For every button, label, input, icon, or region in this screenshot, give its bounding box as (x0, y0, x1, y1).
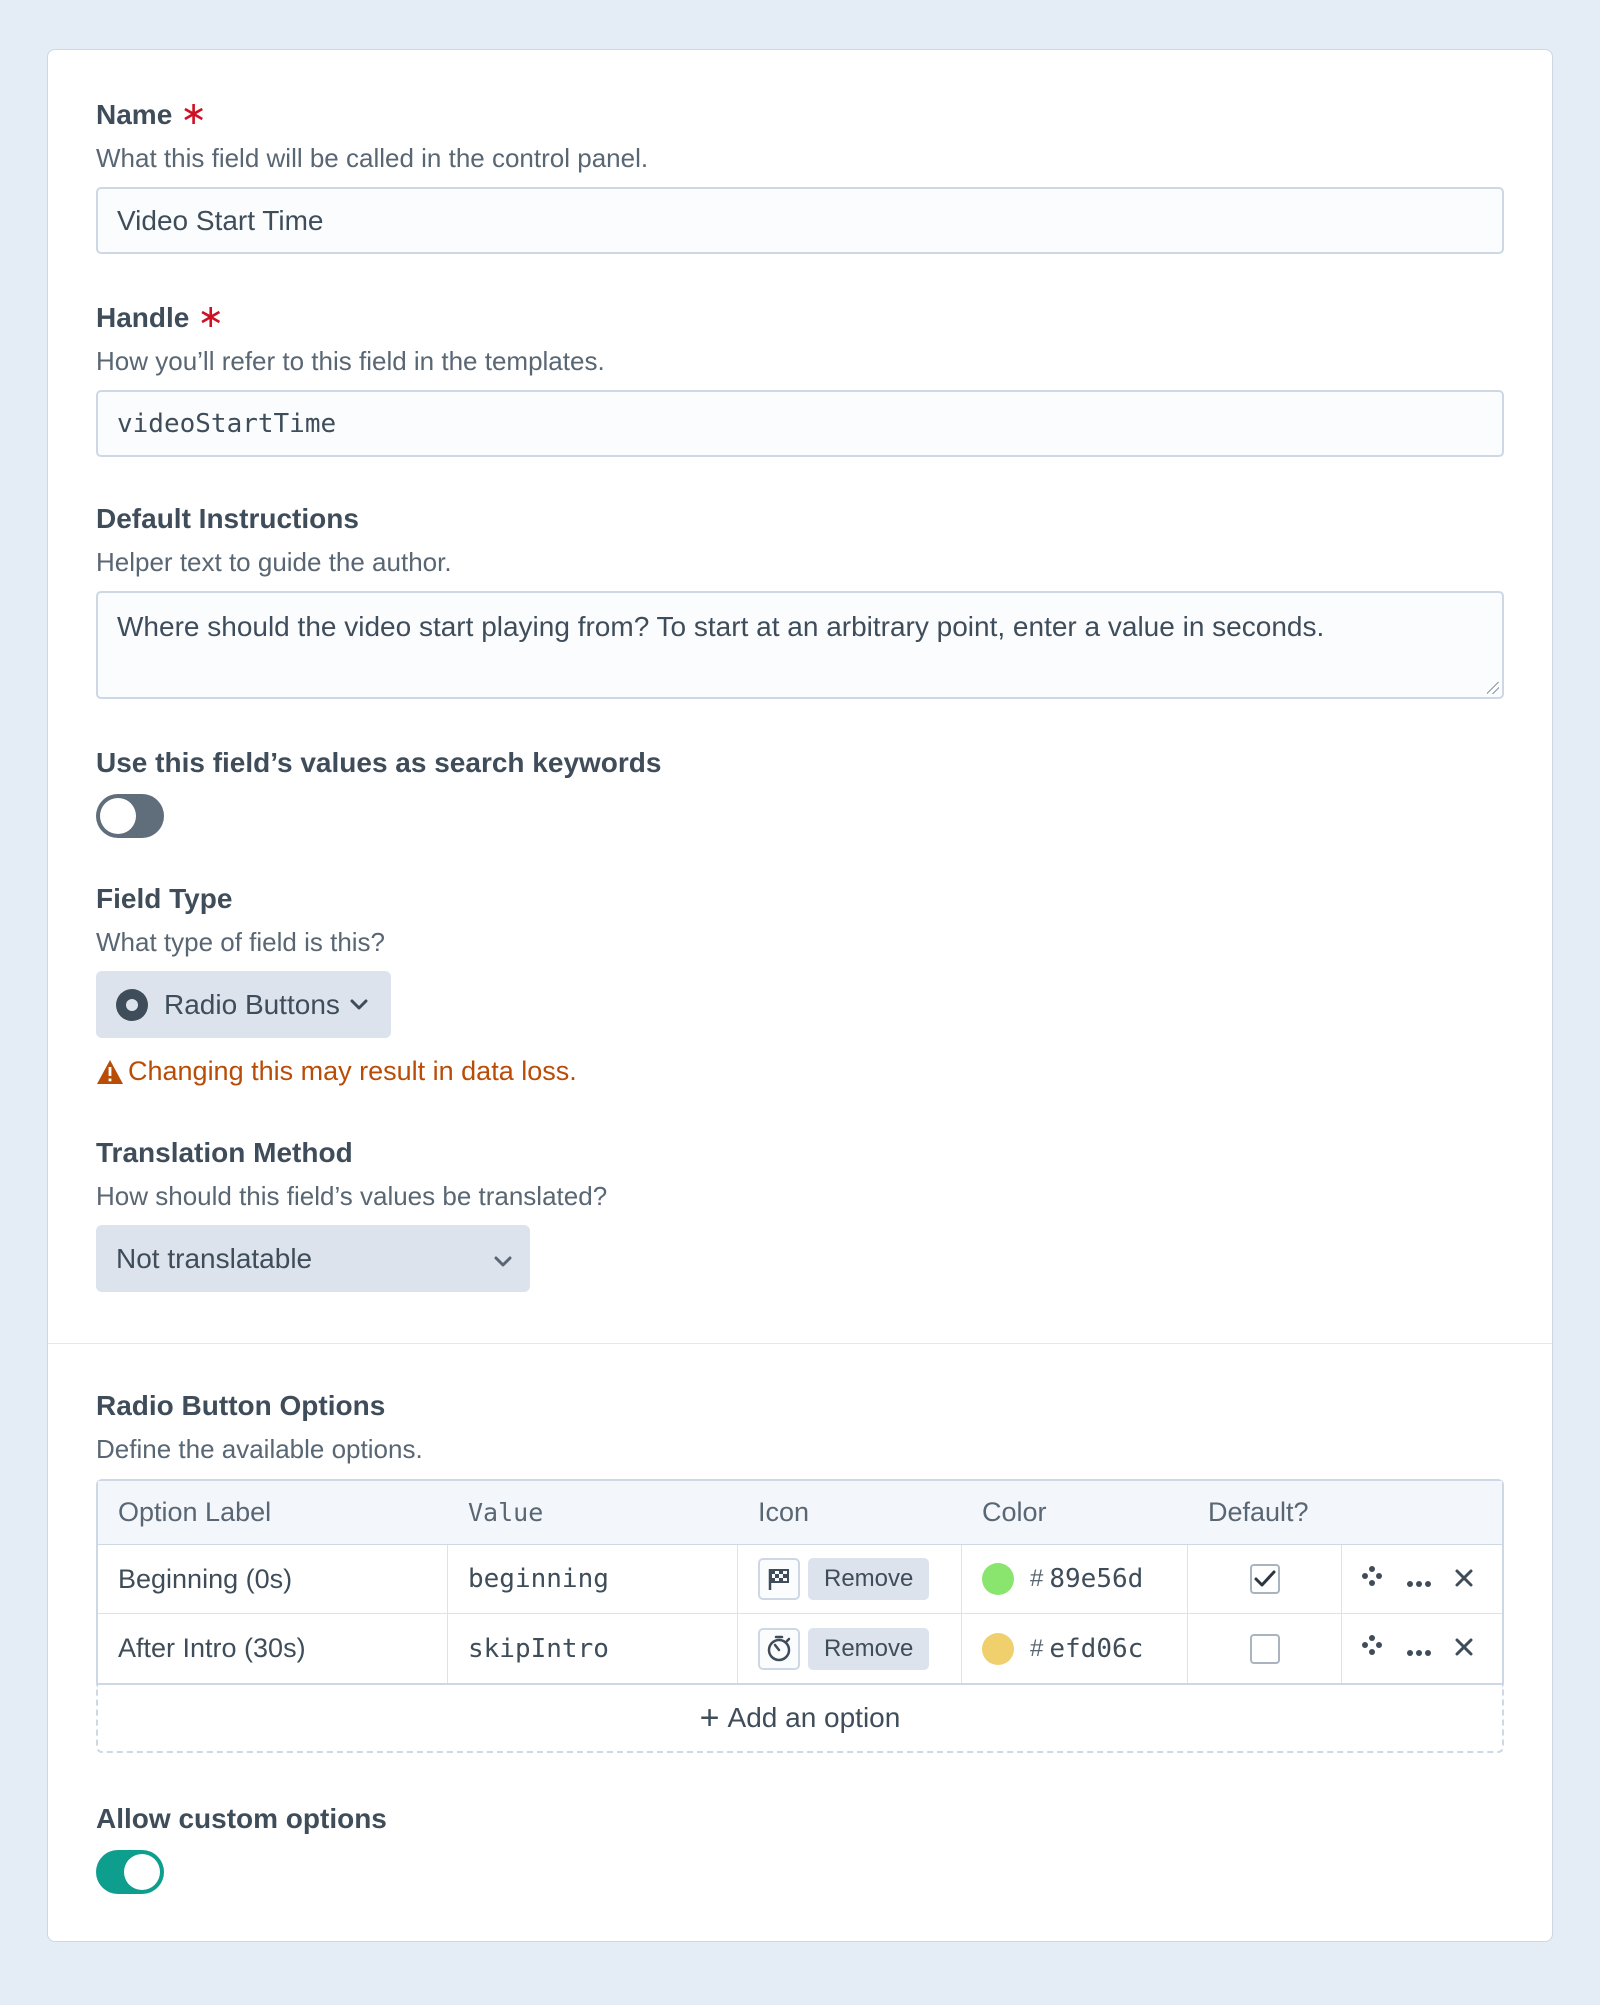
hash-prefix: # (1030, 1634, 1044, 1662)
color-swatch[interactable] (982, 1563, 1014, 1595)
search-keywords-group (96, 746, 1504, 838)
column-header-color: Color (962, 1481, 1188, 1545)
section-divider (48, 1343, 1552, 1344)
option-color-cell (962, 1614, 1188, 1683)
add-option-label: Add an option (727, 1702, 901, 1733)
column-header-label: Option Label (98, 1481, 448, 1545)
chevron-down-icon (494, 1243, 512, 1275)
field-type-value: Radio Buttons (164, 988, 340, 1020)
options-table (96, 1479, 1504, 1685)
custom-options-group (96, 1802, 1504, 1894)
color-hex-input[interactable]: 89e56d (1049, 1564, 1144, 1594)
field-type-label: Field Type (96, 883, 233, 914)
table-row (98, 1545, 1502, 1614)
hash-prefix: # (1030, 1565, 1044, 1592)
name-help: What this field will be called in the control panel. (96, 143, 649, 173)
move-icon[interactable] (1360, 1633, 1384, 1664)
instructions-label: Default Instructions (96, 503, 359, 534)
option-actions-cell (1342, 1614, 1502, 1683)
options-help: Define the available options. (96, 1434, 423, 1464)
option-color-cell (962, 1545, 1188, 1614)
data-loss-warning (96, 1056, 1504, 1087)
instructions-text: Where should the video start playing from? To start at an arbitrary point, enter a value in seconds. (117, 611, 1325, 642)
instructions-help: Helper text to guide the author. (96, 547, 452, 577)
default-checkbox-unchecked[interactable] (1250, 1634, 1280, 1664)
move-icon[interactable] (1360, 1564, 1384, 1595)
more-options-icon[interactable] (1406, 1564, 1432, 1595)
delete-row-icon[interactable] (1454, 1564, 1474, 1595)
color-swatch[interactable] (982, 1633, 1014, 1665)
option-default-cell (1188, 1614, 1342, 1683)
table-row (98, 1614, 1502, 1683)
translation-value: Not translatable (116, 1242, 313, 1274)
color-hex-input[interactable]: efd06c (1049, 1633, 1144, 1664)
name-label: Name ∗ (96, 95, 208, 131)
add-option-button[interactable] (96, 1685, 1504, 1753)
remove-icon-button[interactable]: Remove (808, 1558, 929, 1600)
flag-checkered-icon[interactable] (758, 1558, 800, 1600)
search-keywords-label: Use this field’s values as search keywords (96, 747, 662, 778)
instructions-textarea[interactable] (96, 591, 1504, 699)
option-label-cell[interactable]: Beginning (0s) (98, 1545, 448, 1614)
field-settings-card (47, 49, 1553, 1942)
warning-text: Changing this may result in data loss. (128, 1056, 577, 1086)
custom-options-toggle[interactable] (96, 1850, 164, 1894)
column-header-icon: Icon (738, 1481, 962, 1545)
more-options-icon[interactable] (1406, 1633, 1432, 1664)
translation-select[interactable] (96, 1225, 530, 1292)
field-type-menu-button[interactable] (96, 971, 391, 1038)
checkmark-icon (1254, 1570, 1276, 1588)
column-header-value: Value (448, 1481, 738, 1545)
toggle-knob (100, 798, 136, 834)
option-label-cell[interactable]: After Intro (30s) (98, 1614, 448, 1683)
radio-button-icon (116, 989, 148, 1021)
field-type-group (96, 882, 1504, 1087)
resize-grip-icon[interactable] (1487, 682, 1499, 694)
required-asterisk-icon: ∗ (180, 95, 208, 131)
handle-label: Handle ∗ (96, 298, 225, 334)
remove-icon-button[interactable]: Remove (808, 1628, 929, 1670)
translation-help: How should this field’s values be translated? (96, 1181, 608, 1211)
handle-field-group (96, 299, 1504, 457)
option-icon-cell (738, 1545, 962, 1614)
options-group (96, 1389, 1504, 1753)
warning-triangle-icon (96, 1059, 124, 1085)
chevron-down-icon (350, 999, 368, 1011)
option-value-cell[interactable]: skipIntro (448, 1614, 738, 1683)
required-asterisk-icon: ∗ (197, 298, 225, 334)
option-value-cell[interactable]: beginning (448, 1545, 738, 1614)
option-actions-cell (1342, 1545, 1502, 1614)
instructions-field-group (96, 502, 1504, 699)
delete-row-icon[interactable] (1454, 1633, 1474, 1664)
search-keywords-toggle[interactable] (96, 794, 164, 838)
toggle-knob (124, 1854, 160, 1890)
name-input[interactable]: Video Start Time (96, 187, 1504, 254)
plus-icon: + (699, 1699, 720, 1737)
handle-input[interactable]: videoStartTime (96, 390, 1504, 457)
option-default-cell (1188, 1545, 1342, 1614)
stopwatch-icon[interactable] (758, 1628, 800, 1670)
handle-help: How you’ll refer to this field in the templates. (96, 346, 605, 376)
default-checkbox-checked[interactable] (1250, 1564, 1280, 1594)
options-label: Radio Button Options (96, 1390, 386, 1421)
column-header-actions (1342, 1481, 1502, 1545)
custom-options-label: Allow custom options (96, 1803, 387, 1834)
translation-label: Translation Method (96, 1137, 353, 1168)
column-header-default: Default? (1188, 1481, 1342, 1545)
name-field-group (96, 96, 1504, 254)
field-type-help: What type of field is this? (96, 927, 386, 957)
translation-group (96, 1136, 1504, 1292)
option-icon-cell (738, 1614, 962, 1683)
